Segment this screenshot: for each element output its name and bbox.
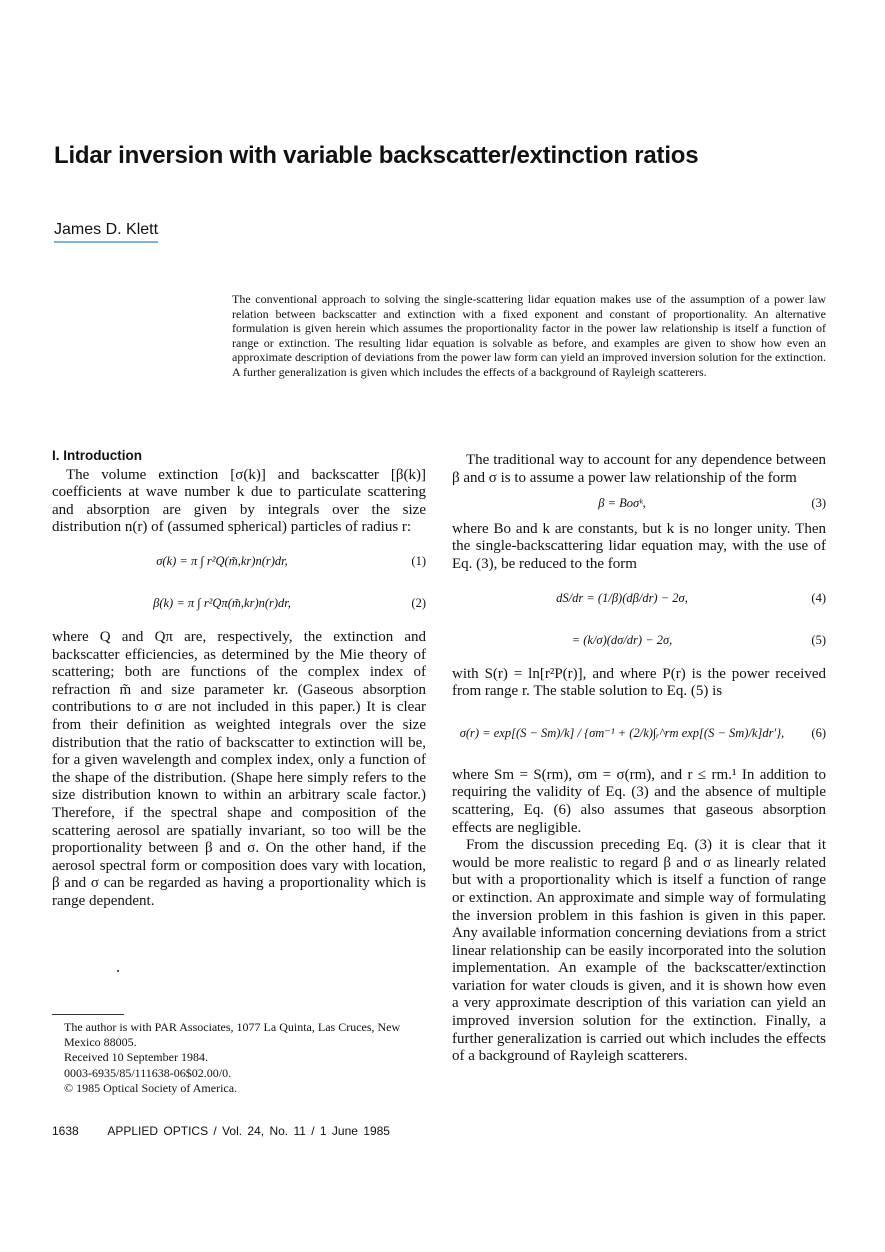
journal-citation: APPLIED OPTICS / Vol. 24, No. 11 / 1 June 1985 [107,1124,390,1138]
footnote-received: Received 10 September 1984. [64,1050,208,1065]
footnote-copyright: © 1985 Optical Society of America. [64,1080,238,1095]
right-paragraph-2: where Bo and k are constants, but k is no longer unity. Then the single-backscattering lidar equation may, with the use of Eq. (3), be reduced to the form [452,520,826,572]
right-column [452,452,826,1066]
right-paragraph-3: with S(r) = ln[r²P(r)], and where P(r) is the power received from range r. The stable solution to Eq. (5) is [452,665,826,700]
equation-4-number: (4) [811,590,826,605]
footnote-divider [52,1014,124,1015]
equation-2-expression: β(k) = π ∫ r²Qπ(m̃,kr)n(r)dr, [153,596,291,611]
equation-5 [452,624,826,658]
footnote-code: 0003-6935/85/111638-06$02.00/0. [64,1065,232,1080]
equation-3-expression: β = Boσᵏ, [598,496,646,511]
equation-1-expression: σ(k) = π ∫ r²Q(m̃,kr)n(r)dr, [156,554,288,569]
equation-6 [452,709,826,759]
right-paragraph-1: The traditional way to account for any dependence between β and σ is to assume a power law relationship of the form [452,452,826,486]
equation-5-expression: = (k/σ)(dσ/dr) − 2σ, [571,632,673,647]
left-column [52,447,426,910]
page-number: 1638 [52,1124,79,1138]
right-paragraph-5: From the discussion preceding Eq. (3) it is clear that it would be more realistic to regard β and σ as linearly related but with a proportionality which is itself a function of range or extinction. An approximate and simple way of formulating the inversion problem in this fashion is given in this paper. Any available information concerning deviations from a strict linear relationship can be easily incorporated into the solution implementation. An example of the backscatter/extinction variation for water clouds is given, and it is shown how even a very approximate description of this variation can yield an improved inversion solution for the extinction. Finally, a further generalization is carried out which includes the effects of a background of Rayleigh scatterers. [452,837,826,1065]
running-footer [52,1124,390,1138]
author-name[interactable]: James D. Klett [54,221,158,243]
footnotes [52,1020,426,1096]
equation-5-number: (5) [811,632,826,647]
section-heading-introduction: I. Introduction [52,448,142,463]
footnote-affiliation: The author is with PAR Associates, 1077 La Quinta, Las Cruces, New Mexico 88005. [64,1020,401,1050]
stray-dot [117,970,119,972]
equation-4-expression: dS/dr = (1/β)(dβ/dr) − 2σ, [556,590,688,605]
equation-4 [452,582,826,616]
equation-3 [452,495,826,513]
paper-title: Lidar inversion with variable backscatter/extinction ratios [54,142,699,169]
equation-6-expression: σ(r) = exp[(S − Sm)/k] / {σm⁻¹ + (2/k)∫ᵣ^rm exp[(S − Sm)/k]dr′}, [459,725,785,740]
equation-2 [52,587,426,621]
equation-3-number: (3) [811,496,826,511]
intro-paragraph-2: where Q and Qπ are, respectively, the extinction and backscatter efficiencies, as determined by the Mie theory of scattering; both are functions of the complex index of refraction m̃ and size parameter kr. (Gaseous absorption contributions to σ are not included in this paper.) It is clear from their definition as weighted integrals over the size distribution that the ratio of backscatter to extinction will be, for a given wavelength and complex index, only a function of the shape of the distribution. (Shape here simply refers to the size distribution known to within an arbitrary scale factor.) Therefore, if the spectral shape and composition of the scattering aerosol are spatially invariant, so too will be the proportionality between β and σ. On the other hand, if the aerosol spectral form or composition does vary with location, β and σ can be regarded as having a proportionality which is range dependent. [52,628,426,909]
intro-paragraph-1: The volume extinction [σ(k)] and backscatter [β(k)] coefficients at wave number k due to particulate scattering and absorption are given by integrals over the size distribution n(r) of (assumed spherical) particles of radius r: [52,466,426,536]
equation-2-number: (2) [411,596,426,611]
equation-6-number: (6) [811,725,826,740]
equation-1-number: (1) [411,554,426,569]
abstract: The conventional approach to solving the single-scattering lidar equation makes use of the assumption of a power law relation between backscatter and extinction with a fixed exponent and constant of proportionality. An alternative formulation is given herein which assumes the proportionality factor in the power law relationship is itself a function of range or extinction. The resulting lidar equation is solvable as before, and examples are given to show how even an approximate description of deviations from the power law form can yield an improved inversion solution for the extinction. A further generalization is given which includes the effects of a background of Rayleigh scatterers. [232,292,826,379]
right-paragraph-4: where Sm = S(rm), σm = σ(rm), and r ≤ rm.¹ In addition to requiring the validity of Eq. (3) and the absence of multiple scattering, Eq. (6) also assumes that gaseous absorption effects are negligible. [452,766,826,836]
equation-1 [52,545,426,579]
